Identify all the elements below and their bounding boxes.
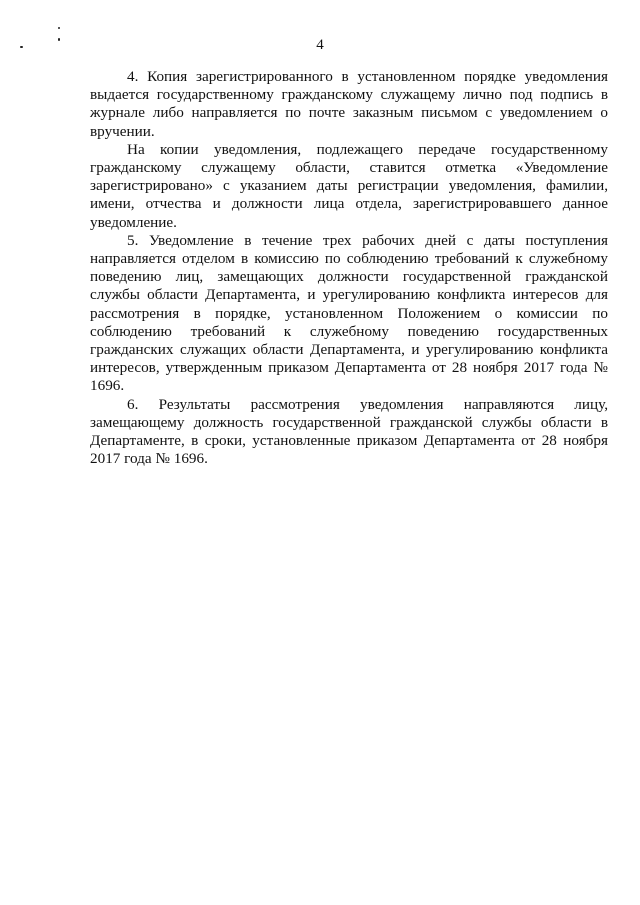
- document-body: [90, 68, 608, 468]
- scan-speck: [58, 27, 60, 29]
- paragraph-item-5: 5. Уведомление в течение трех рабочих дней с даты поступления направляется отделом в комиссию по соблюдению требований к служебному поведению лиц, замещающих должности государственной гражданской службы области Департамента, и урегулированию конфликта интересов для рассмотрения в порядке, установленном Положением о комиссии по соблюдению требований к служебному поведению государственных гражданских служащих области Департамента, и урегулированию конфликта интересов, утвержденным приказом Департамента от 28 ноября 2017 года № 1696.: [90, 231, 608, 395]
- paragraph-item-4: 4. Копия зарегистрированного в установленном порядке уведомления выдается государственному гражданскому служащему лично под подпись в журнале либо направляется по почте заказным письмом с уведомлением о вручении.: [90, 68, 608, 140]
- paragraph-item-6: 6. Результаты рассмотрения уведомления направляются лицу, замещающему должность государственной гражданской службы области в Департаменте, в сроки, установленные приказом Департамента от 28 ноября 2017 года № 1696.: [90, 395, 608, 468]
- page-number: 4: [316, 37, 324, 53]
- paragraph-copy-note: На копии уведомления, подлежащего передаче государственному гражданскому служащему области, ставится отметка «Уведомление зарегистрировано» с указанием даты регистрации уведомления, фамилии, имени, отчества и должности лица отдела, зарегистрировавшего данное уведомление.: [90, 140, 608, 231]
